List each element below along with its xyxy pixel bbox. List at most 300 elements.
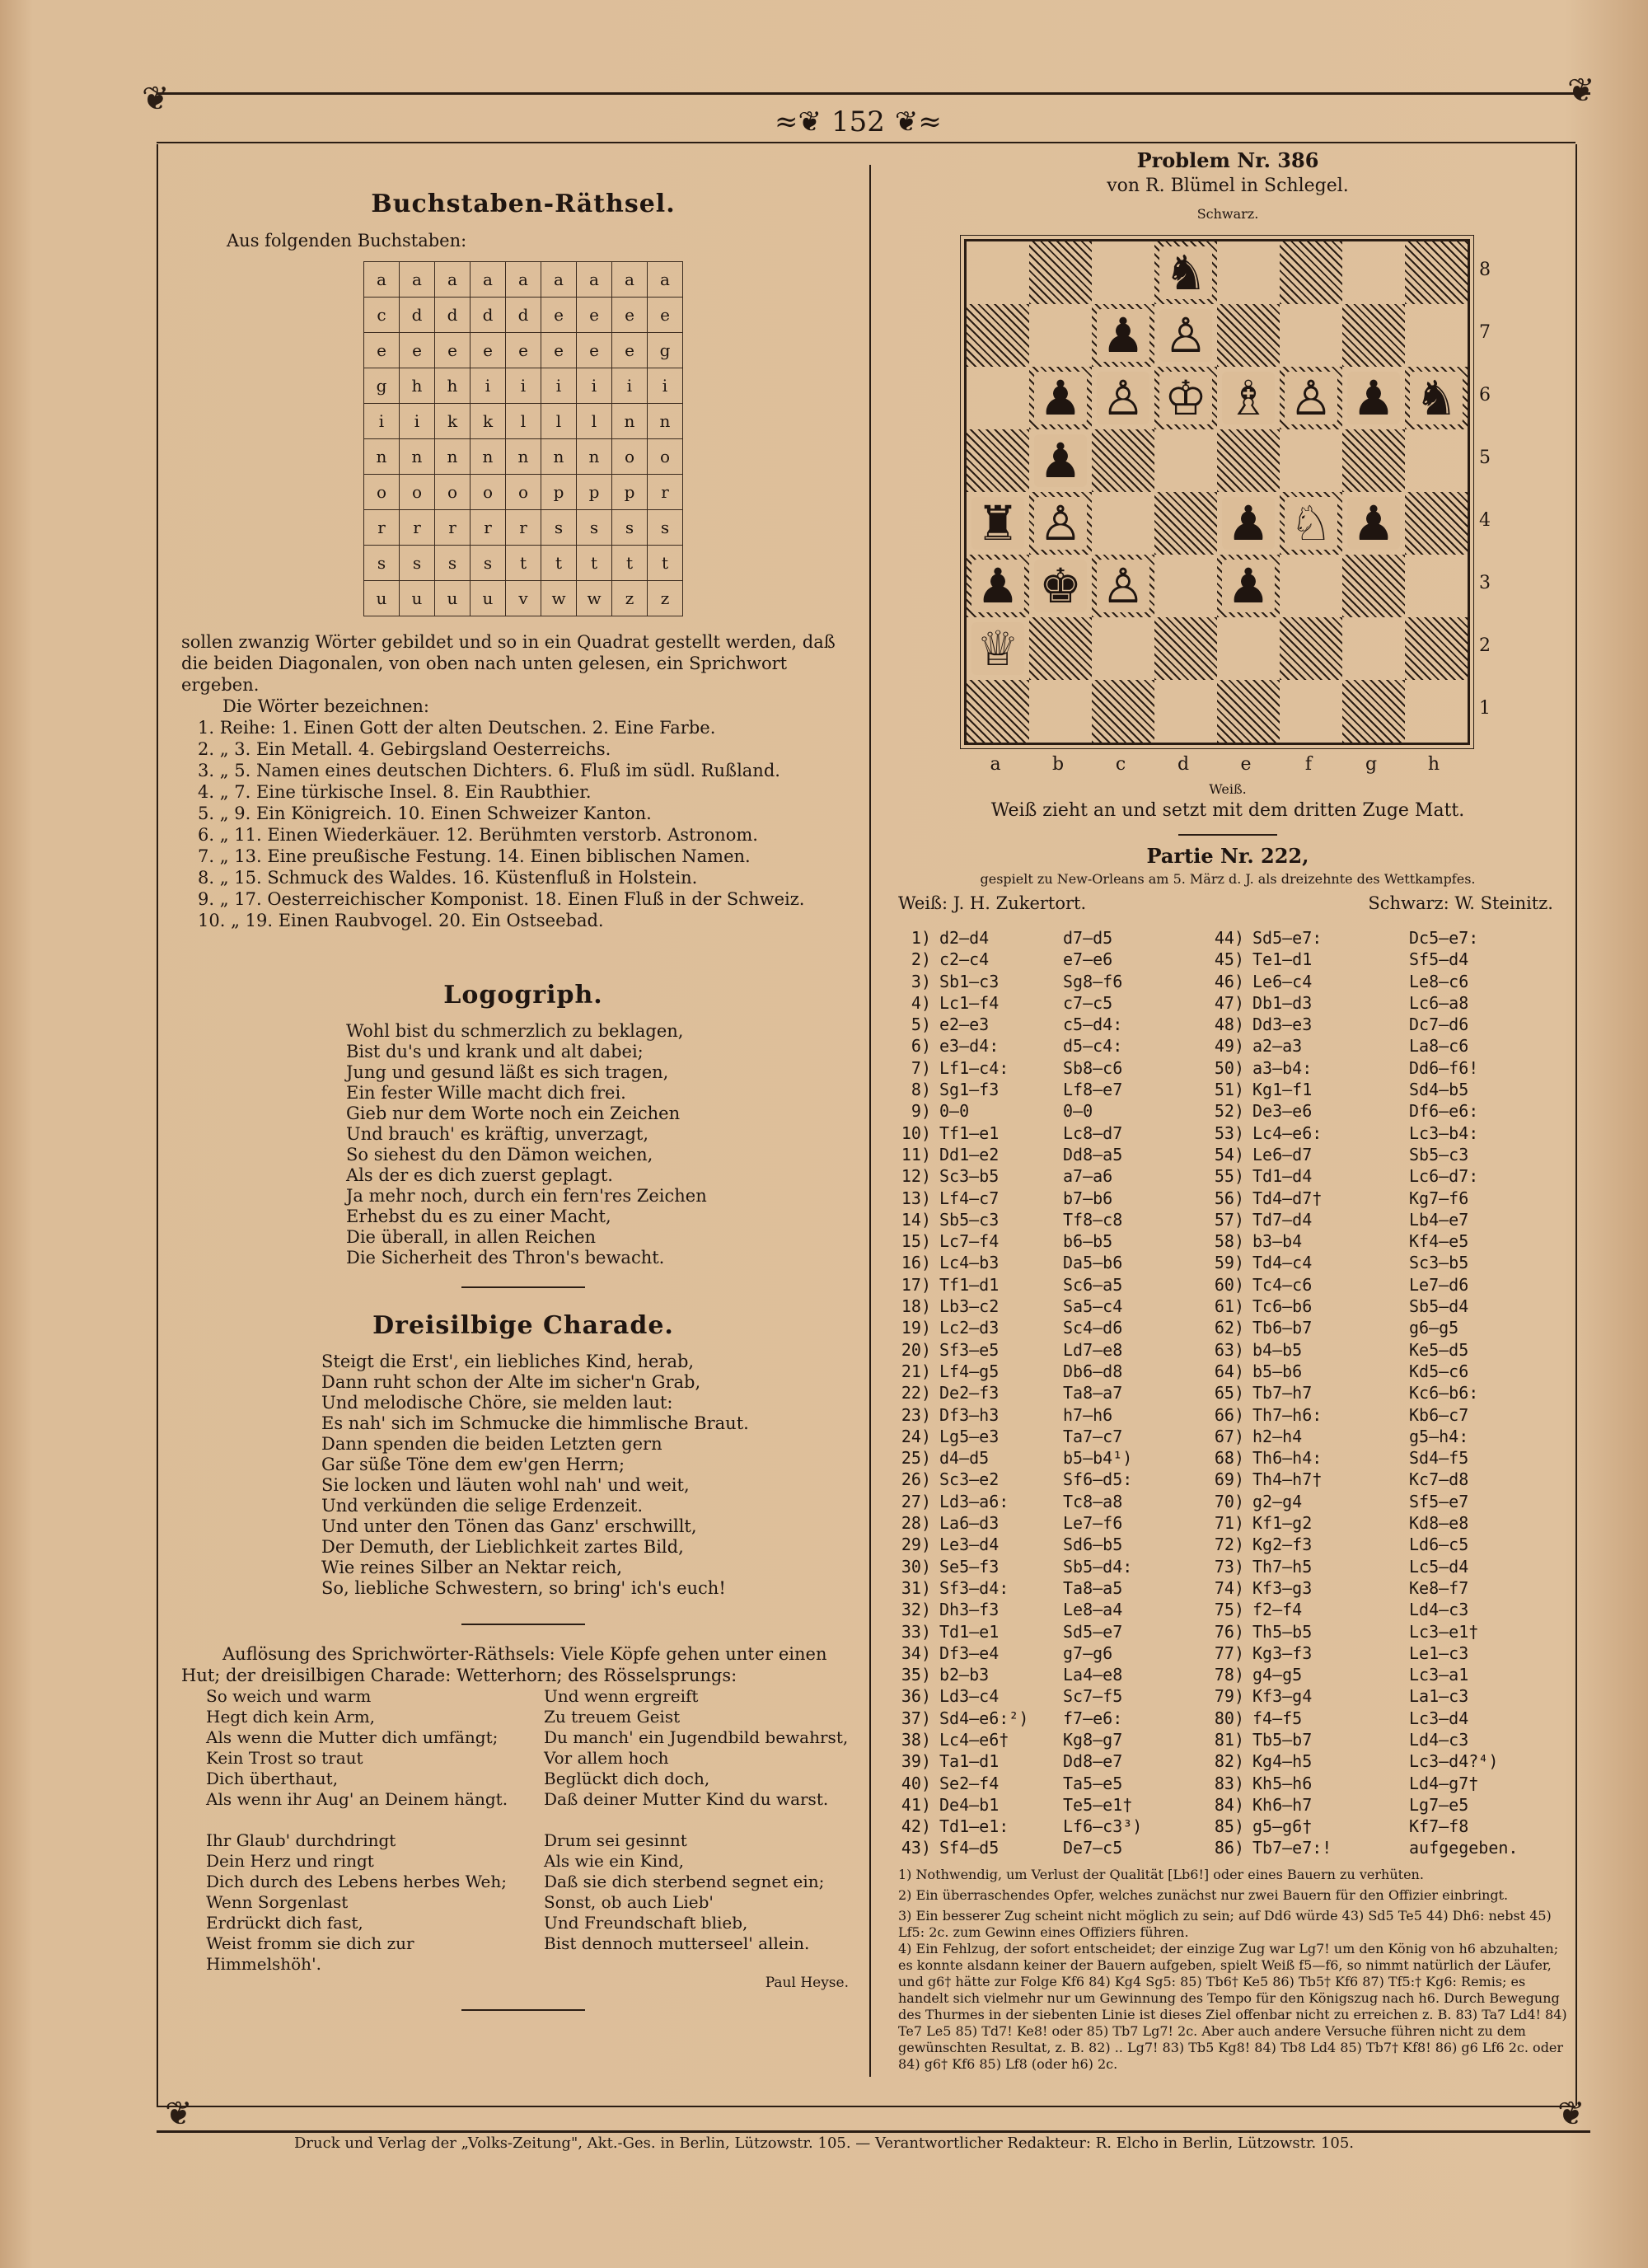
move-number: 15) [901,1231,931,1252]
poem-line: Du manch' ein Jugendbild bewahrst, [544,1727,849,1747]
game-subtitle: gespielt zu New-Orleans am 5. März d. J. als dreizehnte des Wettkampfes. [980,871,1476,887]
move: Ld3—a6: [939,1491,1009,1511]
move-number: 60) [1214,1274,1244,1295]
board-square [1154,429,1217,492]
flourish-icon: ❦≈ [894,105,942,138]
move: Sf4—d5 [939,1838,1000,1858]
move: h7—h6 [1063,1404,1113,1425]
white-label: Weiß. [1209,781,1247,797]
move: Lc5—d4 [1409,1556,1469,1577]
move: Th7—h6: [1252,1404,1323,1425]
move-number: 70) [1214,1491,1244,1511]
move-row [898,1404,1574,1426]
poem-line: Beglückt dich doch, [544,1769,710,1788]
move: Sd5—e7: [1252,928,1323,948]
bottom-rule [157,2106,1575,2107]
move: De2—f3 [939,1383,1000,1403]
poem-line: Erhebst du es zu einer Macht, [346,1207,611,1226]
move: Sf6—d5: [1063,1469,1133,1490]
board-square [1342,429,1405,492]
right-column [886,148,1570,222]
grid-cell: k [471,404,506,439]
move: Lc3—a1 [1409,1665,1469,1685]
move: De7—c5 [1063,1838,1123,1858]
move-number: 71) [1214,1513,1244,1534]
move: Ld4—c3 [1409,1729,1469,1750]
move-number: 11) [901,1144,931,1164]
move: Ta1—d1 [939,1751,1000,1772]
separator [461,2009,585,2011]
move-number: 59) [1214,1253,1244,1273]
right-rule [1575,144,1577,2106]
move-row [898,1274,1574,1296]
solution-intro: Auflösung des Sprichwörter-Räthsels: Viele Köpfe gehen unter einen Hut; der dreisilbigen Charade: Wetterhorn; des Rösselsprungs: [181,1644,827,1685]
move-row [898,1057,1574,1079]
move: Th5—b5 [1252,1621,1313,1642]
move-number: 21) [901,1361,931,1381]
ornament-icon: ❦ [165,2095,193,2133]
move: Lc1—f4 [939,992,1000,1013]
move: Th4—h7† [1252,1469,1323,1490]
move: b2—b3 [939,1665,990,1685]
move-number: 25) [901,1448,931,1469]
move: Sd4—f5 [1409,1448,1469,1469]
board-square [1029,241,1092,304]
move: Sg8—f6 [1063,971,1123,991]
move: De3—e6 [1252,1101,1313,1122]
move: Tf1—e1 [939,1122,1000,1143]
move: Db1—d3 [1252,992,1313,1013]
grid-cell: o [506,475,541,510]
poem-line: Dein Herz und ringt [206,1851,374,1871]
move: Sb8—c6 [1063,1057,1123,1078]
move-number: 77) [1214,1642,1244,1663]
move: 0—0 [939,1101,970,1122]
poem-line: Die überall, in allen Reichen [346,1227,597,1247]
move-row [898,1491,1574,1512]
grid-cell: o [400,475,435,510]
move-row [898,971,1574,992]
rank-label: 5 [1479,448,1491,468]
move: a2—a3 [1252,1036,1303,1057]
grid-row [364,298,683,333]
move: Sg1—f3 [939,1080,1000,1100]
move-number: 49) [1214,1036,1244,1057]
grid-cell: g [364,368,400,404]
board-square [1280,555,1342,617]
grid-cell: s [435,546,471,581]
move: Kh6—h7 [1252,1794,1313,1815]
poem-line: Als wie ein Kind, [544,1851,685,1871]
move-number: 37) [901,1708,931,1728]
poem-line: Als der es dich zuerst geplagt. [346,1165,613,1185]
move: Sc4—d6 [1063,1318,1123,1338]
grid-cell: r [506,510,541,546]
move: Ke8—f7 [1409,1577,1469,1598]
game-notes [898,1867,1574,2073]
move: Lf1—c4: [939,1057,1009,1078]
riddle-title: Buchstaben-Räthsel. [371,190,676,218]
move-number: 32) [901,1600,931,1620]
poem-line: Als wenn ihr Aug' an Deinem hängt. [206,1789,508,1809]
chess-piece-icon: ♟ [1034,372,1087,424]
chess-piece-icon: ♟ [1347,497,1400,550]
move: Df3—e4 [939,1642,1000,1663]
grid-cell: e [506,333,541,368]
grid-cell: a [612,262,648,298]
move: Sf3—e5 [939,1339,1000,1360]
move: Sc3—b5 [939,1166,1000,1187]
board-square [1154,680,1217,743]
move-row [898,1577,1574,1599]
move: Sb5—d4 [1409,1296,1469,1317]
board-square [1092,492,1154,555]
word-list [198,717,865,931]
move-row [898,1469,1574,1490]
poem-line: Daß sie dich sterbend segnet ein; [544,1872,825,1891]
board-square [1154,367,1217,429]
grid-row [364,546,683,581]
move-number: 66) [1214,1404,1244,1425]
rank-label: 8 [1479,260,1491,280]
move: Td7—d4 [1252,1209,1313,1230]
move-row [898,1230,1574,1252]
move: Ta5—e5 [1063,1773,1123,1793]
board-square [1092,617,1154,680]
poem-line: Daß deiner Mutter Kind du warst. [544,1789,829,1809]
grid-cell: e [471,333,506,368]
poem-line: Weist fromm sie dich zur Himmelshöh'. [206,1933,414,1974]
move-row [898,1708,1574,1729]
move: b5—b6 [1252,1361,1303,1381]
move: f2—f4 [1252,1600,1303,1620]
board-square [1029,304,1092,367]
move: Kf4—e5 [1409,1231,1469,1252]
move-row [898,1426,1574,1447]
file-label: h [1427,754,1440,775]
move-number: 56) [1214,1188,1244,1208]
move: Lb4—e7 [1409,1209,1469,1230]
grid-cell: e [364,333,400,368]
board-square [1217,492,1280,555]
poem-line: Und wenn ergreift [544,1686,699,1706]
poem-line: Dann spenden die beiden Letzten gern [321,1434,662,1454]
chess-piece-icon: ♟ [971,560,1024,612]
poem-line: Dann ruht schon der Alte im sicher'n Grab, [321,1372,701,1392]
poem-line: Dich durch des Lebens herbes Weh; [206,1872,507,1891]
move-row [898,1339,1574,1361]
solution-poem [206,1686,865,1975]
board-square [1092,429,1154,492]
move: Sc6—a5 [1063,1274,1123,1295]
rank-labels [1479,239,1491,740]
move-number: 68) [1214,1448,1244,1469]
board-square [1154,304,1217,367]
move: Sc3—b5 [1409,1253,1469,1273]
board-square [1029,680,1092,743]
board-square [1342,367,1405,429]
move-number: 5) [911,1015,931,1035]
board-square [1029,429,1092,492]
grid-cell: e [577,333,612,368]
poem-line: Es nah' sich im Schmucke die himmlische Braut. [321,1413,749,1433]
grid-cell: h [400,368,435,404]
footnote: 1) Nothwendig, um Verlust der Qualität [Lb6!] oder eines Bauern zu verhüten. [898,1867,1424,1882]
separator [1178,834,1277,836]
move: Le6—d7 [1252,1144,1313,1164]
move: Dd6—f6! [1409,1057,1479,1078]
move: Lf6—c3³) [1063,1816,1143,1837]
move: Kh5—h6 [1252,1773,1313,1793]
word-clue: 8. „ 15. Schmuck des Waldes. 16. Küstenfluß in Holstein. [198,868,698,888]
move-row [898,1773,1574,1794]
poem-line: Ja mehr noch, durch ein fern'res Zeichen [346,1186,707,1206]
grid-cell: s [471,546,506,581]
move: Se5—f3 [939,1556,1000,1577]
move-number: 69) [1214,1469,1244,1490]
poem-line: Ihr Glaub' durchdringt [206,1830,396,1850]
move: f7—e6: [1063,1708,1123,1728]
move: b4—b5 [1252,1339,1303,1360]
move: Lf4—g5 [939,1361,1000,1381]
grid-cell: w [577,581,612,616]
board-square [1092,241,1154,304]
poem-line: Und unter den Tönen das Ganz' erschwillt, [321,1516,697,1536]
riddle-intro: Aus folgenden Buchstaben: [227,231,467,251]
grid-cell: n [541,439,577,475]
top-rule [157,142,1575,143]
move: Lc3—d4 [1409,1708,1469,1728]
poem-line: Erdrückt dich fast, [206,1913,363,1933]
grid-cell: l [577,404,612,439]
poem-line: Als wenn die Mutter dich umfängt; [206,1727,499,1747]
move: Lc3—d4?⁴) [1409,1751,1499,1772]
board-square [967,617,1029,680]
move: Df6—e6: [1409,1101,1479,1122]
move: Td1—e1 [939,1621,1000,1642]
move: Tc8—a8 [1063,1491,1123,1511]
poem-line: Wohl bist du schmerzlich zu beklagen, [346,1021,684,1041]
move: Lc6—d7: [1409,1166,1479,1187]
move: Kg1—f1 [1252,1080,1313,1100]
board-square [1405,241,1468,304]
problem-footer [886,781,1570,913]
board-square [1092,555,1154,617]
poem-line: Dich überthaut, [206,1769,339,1788]
grid-cell: s [364,546,400,581]
file-label: d [1177,754,1190,775]
logogriph-title: Logogriph. [443,981,603,1010]
move: Sa5—c4 [1063,1296,1123,1317]
grid-cell: s [577,510,612,546]
move-row [898,992,1574,1014]
move: Te1—d1 [1252,949,1313,970]
move: b7—b6 [1063,1188,1113,1208]
rank-label: 6 [1479,385,1491,405]
grid-cell: u [400,581,435,616]
board-square [1280,680,1342,743]
grid-cell: e [612,298,648,333]
move-number: 45) [1214,949,1244,970]
move-number: 63) [1214,1339,1244,1360]
move-number: 61) [1214,1296,1244,1317]
poem-line: So siehest du den Dämon weichen, [346,1145,653,1164]
move: Kf1—g2 [1252,1513,1313,1534]
move: La4—e8 [1063,1665,1123,1685]
move: Lf8—e7 [1063,1080,1123,1100]
move: f4—f5 [1252,1708,1303,1728]
grid-cell: d [506,298,541,333]
grid-cell: u [435,581,471,616]
move-number: 64) [1214,1361,1244,1381]
board-square [967,492,1029,555]
rank-label: 7 [1479,322,1491,343]
move-number: 36) [901,1686,931,1707]
problem-title: Problem Nr. 386 [1136,148,1319,172]
move-number: 40) [901,1773,931,1793]
ornament-icon: ❦ [1557,2095,1585,2133]
move: Tc4—c6 [1252,1274,1313,1295]
move: g5—h4: [1409,1426,1469,1446]
move-row [898,1382,1574,1403]
move: Td4—c4 [1252,1253,1313,1273]
move-number: 8) [911,1080,931,1100]
grid-cell: i [612,368,648,404]
board-square [967,367,1029,429]
grid-cell: r [400,510,435,546]
poem-line: Gar süße Töne dem ew'gen Herrn; [321,1455,625,1474]
grid-cell: r [435,510,471,546]
move: Sc7—f5 [1063,1686,1123,1707]
grid-cell: d [471,298,506,333]
move-number: 24) [901,1426,931,1446]
move: Sd4—e6:²) [939,1708,1029,1728]
poem-line: Kein Trost so traut [206,1748,363,1768]
grid-cell: e [612,333,648,368]
grid-cell: s [400,546,435,581]
move: g7—g6 [1063,1642,1113,1663]
grid-row [364,368,683,404]
move: Le3—d4 [939,1535,1000,1555]
move: Le1—c3 [1409,1642,1469,1663]
move-row [898,1100,1574,1122]
logogriph-poem [346,1021,865,1268]
move: Kd8—e8 [1409,1513,1469,1534]
move: Ke5—d5 [1409,1339,1469,1360]
move: Lb3—c2 [939,1296,1000,1317]
file-label: f [1304,754,1313,775]
board-square [1405,555,1468,617]
move: La6—d3 [939,1513,1000,1534]
poem-line: Wenn Sorgenlast [206,1892,349,1912]
move: Sb1—c3 [939,971,1000,991]
grid-cell: t [577,546,612,581]
chess-piece-icon: ♙ [1159,309,1212,362]
move-number: 31) [901,1577,931,1598]
move: b5—b4¹) [1063,1448,1133,1469]
poem-line: Steigt die Erst', ein liebliches Kind, herab, [321,1352,695,1371]
grid-cell: t [648,546,683,581]
move-number: 34) [901,1642,931,1663]
board-square [1092,367,1154,429]
move: Le6—c4 [1252,971,1313,991]
separator [461,1286,585,1288]
poem-line: Wie reines Silber an Nektar reich, [321,1558,623,1577]
move: Dc5—e7: [1409,928,1479,948]
move: Th6—h4: [1252,1448,1323,1469]
board-square [967,429,1029,492]
chess-piece-icon: ♟ [1222,497,1275,550]
file-label: b [1051,754,1065,775]
grid-cell: e [541,298,577,333]
move-number: 14) [901,1209,931,1230]
move-number: 51) [1214,1080,1244,1100]
riddle-text2: Die Wörter bezeichnen: [222,696,429,716]
move: Th7—h5 [1252,1556,1313,1577]
grid-cell: d [400,298,435,333]
grid-cell: n [648,404,683,439]
board-square [1280,241,1342,304]
move: Ld7—e8 [1063,1339,1123,1360]
move-number: 19) [901,1318,931,1338]
players-row [898,893,1553,913]
move: a3—b4: [1252,1057,1313,1078]
move-number: 42) [901,1816,931,1837]
move: Lc6—a8 [1409,992,1469,1013]
poem-line: Sonst, ob auch Lieb' [544,1892,714,1912]
board-square [1217,304,1280,367]
move-row [898,1534,1574,1555]
grid-cell: e [577,298,612,333]
move-row [898,1685,1574,1707]
move-row [898,927,1574,949]
move: Sb5—d4: [1063,1556,1133,1577]
move: 0—0 [1063,1101,1093,1122]
move-number: 54) [1214,1144,1244,1164]
move-number: 1) [911,928,931,948]
move: Kg4—h5 [1252,1751,1313,1772]
move: Tb6—b7 [1252,1318,1313,1338]
move: Lc4—b3 [939,1253,1000,1273]
move-row [898,1556,1574,1577]
board-square [1405,429,1468,492]
move: Sb5—c3 [939,1209,1000,1230]
move: Te5—e1† [1063,1794,1133,1815]
move: Ld3—c4 [939,1686,1000,1707]
move: Le7—d6 [1409,1274,1469,1295]
move-number: 79) [1214,1686,1244,1707]
board-square [1405,304,1468,367]
move: Da5—b6 [1063,1253,1123,1273]
poem-line: So weich und warm [206,1686,372,1706]
move: Lg5—e3 [939,1426,1000,1446]
move: g5—g6† [1252,1816,1313,1837]
move: La8—c6 [1409,1036,1469,1057]
grid-cell: r [364,510,400,546]
poem-line: Jung und gesund läßt es sich tragen, [346,1062,669,1082]
board-square [1342,492,1405,555]
move-row [898,1317,1574,1338]
move: g6—g5 [1409,1318,1459,1338]
move: Sf5—e7 [1409,1491,1469,1511]
move: Tf8—c8 [1063,1209,1123,1230]
move: Lc3—b4: [1409,1122,1479,1143]
problem-task: Weiß zieht an und setzt mit dem dritten Zuge Matt. [990,800,1465,821]
move: c7—c5 [1063,992,1113,1013]
move: Kf3—g4 [1252,1686,1313,1707]
move-number: 23) [901,1404,931,1425]
grid-cell: a [435,262,471,298]
